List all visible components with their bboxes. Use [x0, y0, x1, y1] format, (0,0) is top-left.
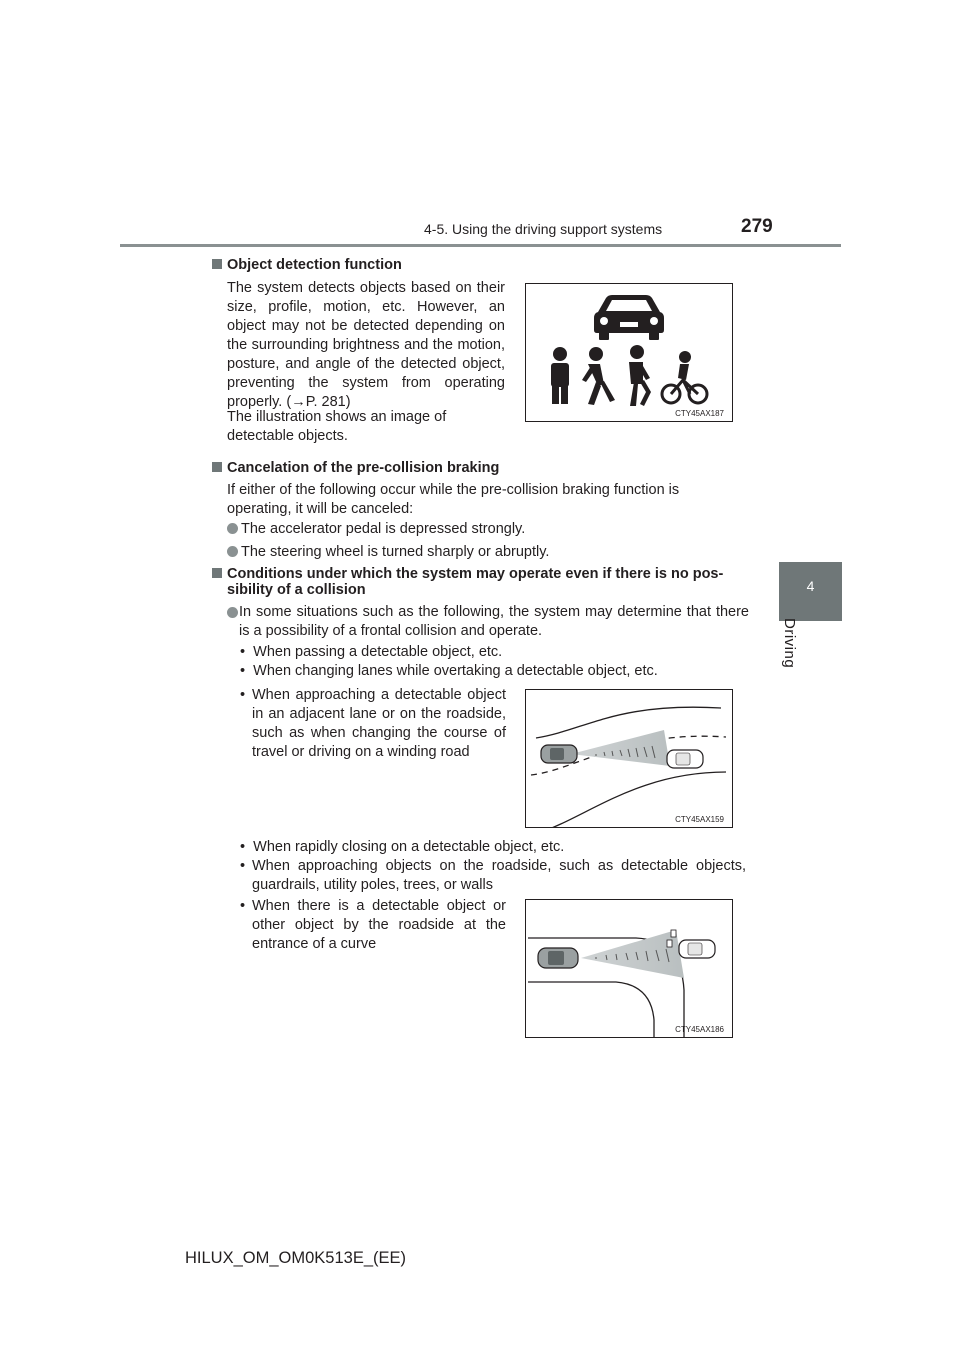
- round-bullet-icon: [227, 546, 238, 557]
- figure-code: CTY45AX186: [675, 1025, 724, 1034]
- curve-entrance-illustration: [526, 900, 732, 1037]
- own-car-icon: [538, 948, 578, 968]
- pedestrian-walking-icon: [582, 347, 615, 405]
- figure-code: CTY45AX187: [675, 409, 724, 418]
- condition-item-6: • When there is a detectable object or other object by the roadside at the entrance of a curve: [240, 898, 506, 952]
- condition-item-4: • When rapidly closing on a detectable object, etc.: [240, 839, 565, 855]
- round-bullet-icon: [227, 607, 238, 618]
- cyclist-icon: [662, 380, 707, 403]
- curve-entrance-figure: [525, 899, 733, 1038]
- figure-code: CTY45AX159: [675, 815, 724, 824]
- square-bullet-icon: [212, 568, 222, 578]
- condition-item-3: • When approaching a detectable object in an adjacent lane or on the roadside, such as when changing the course of travel or driving on a winding road: [240, 687, 506, 760]
- document-id: HILUX_OM_OM0K513E_(EE): [185, 1249, 407, 1267]
- round-bullet-icon: [227, 523, 238, 534]
- conditions-heading: Conditions under which the system may operate even if there is no pos- sibility of a collision: [212, 566, 752, 598]
- target-car-icon: [679, 940, 715, 958]
- page-number: 279: [741, 216, 773, 237]
- cancelation-heading: Cancelation of the pre-collision braking: [212, 460, 499, 476]
- object-detection-para2: The illustration shows an image of detectable objects.: [227, 409, 447, 444]
- target-car-icon: [667, 750, 703, 768]
- chapter-number: 4: [806, 578, 815, 594]
- detectable-objects-illustration: [526, 284, 732, 421]
- pedestrian-running-icon: [629, 345, 651, 406]
- object-detection-para1: The system detects objects based on their size, profile, motion, etc. However, an object may not be detected depending on the surrounding brightness and the motion, posture, and angle of the detected object, preventing the system from operating properly. (→P. 281): [227, 280, 505, 410]
- condition-item-5: • When approaching objects on the roadside, such as detectable objects, guardrails, utility poles, trees, or walls: [240, 858, 746, 893]
- cancelation-intro: If either of the following occur while the pre-collision braking function is operating, it will be canceled:: [227, 482, 680, 517]
- square-bullet-icon: [212, 259, 222, 269]
- header-rule: [120, 244, 841, 247]
- own-car-icon: [541, 745, 577, 763]
- conditions-bullet: In some situations such as the following, the system may determine that there is a possibility of a frontal collision and operate.: [227, 603, 749, 641]
- object-detection-heading: Object detection function: [212, 257, 402, 273]
- condition-item-1: • When passing a detectable object, etc.: [240, 644, 503, 660]
- cancelation-bullet-1: The accelerator pedal is depressed strongly.: [227, 520, 525, 539]
- winding-road-figure: [525, 689, 733, 828]
- pedestrian-standing-icon: [551, 347, 569, 404]
- section-title: 4-5. Using the driving support systems: [424, 221, 663, 237]
- condition-item-2: • When changing lanes while overtaking a detectable object, etc.: [240, 663, 658, 679]
- square-bullet-icon: [212, 462, 222, 472]
- car-icon: [594, 295, 664, 340]
- cancelation-bullet-2: The steering wheel is turned sharply or abruptly.: [227, 543, 549, 562]
- chapter-label: Driving: [781, 618, 798, 669]
- winding-road-illustration: [526, 690, 732, 827]
- detectable-objects-figure: [525, 283, 733, 422]
